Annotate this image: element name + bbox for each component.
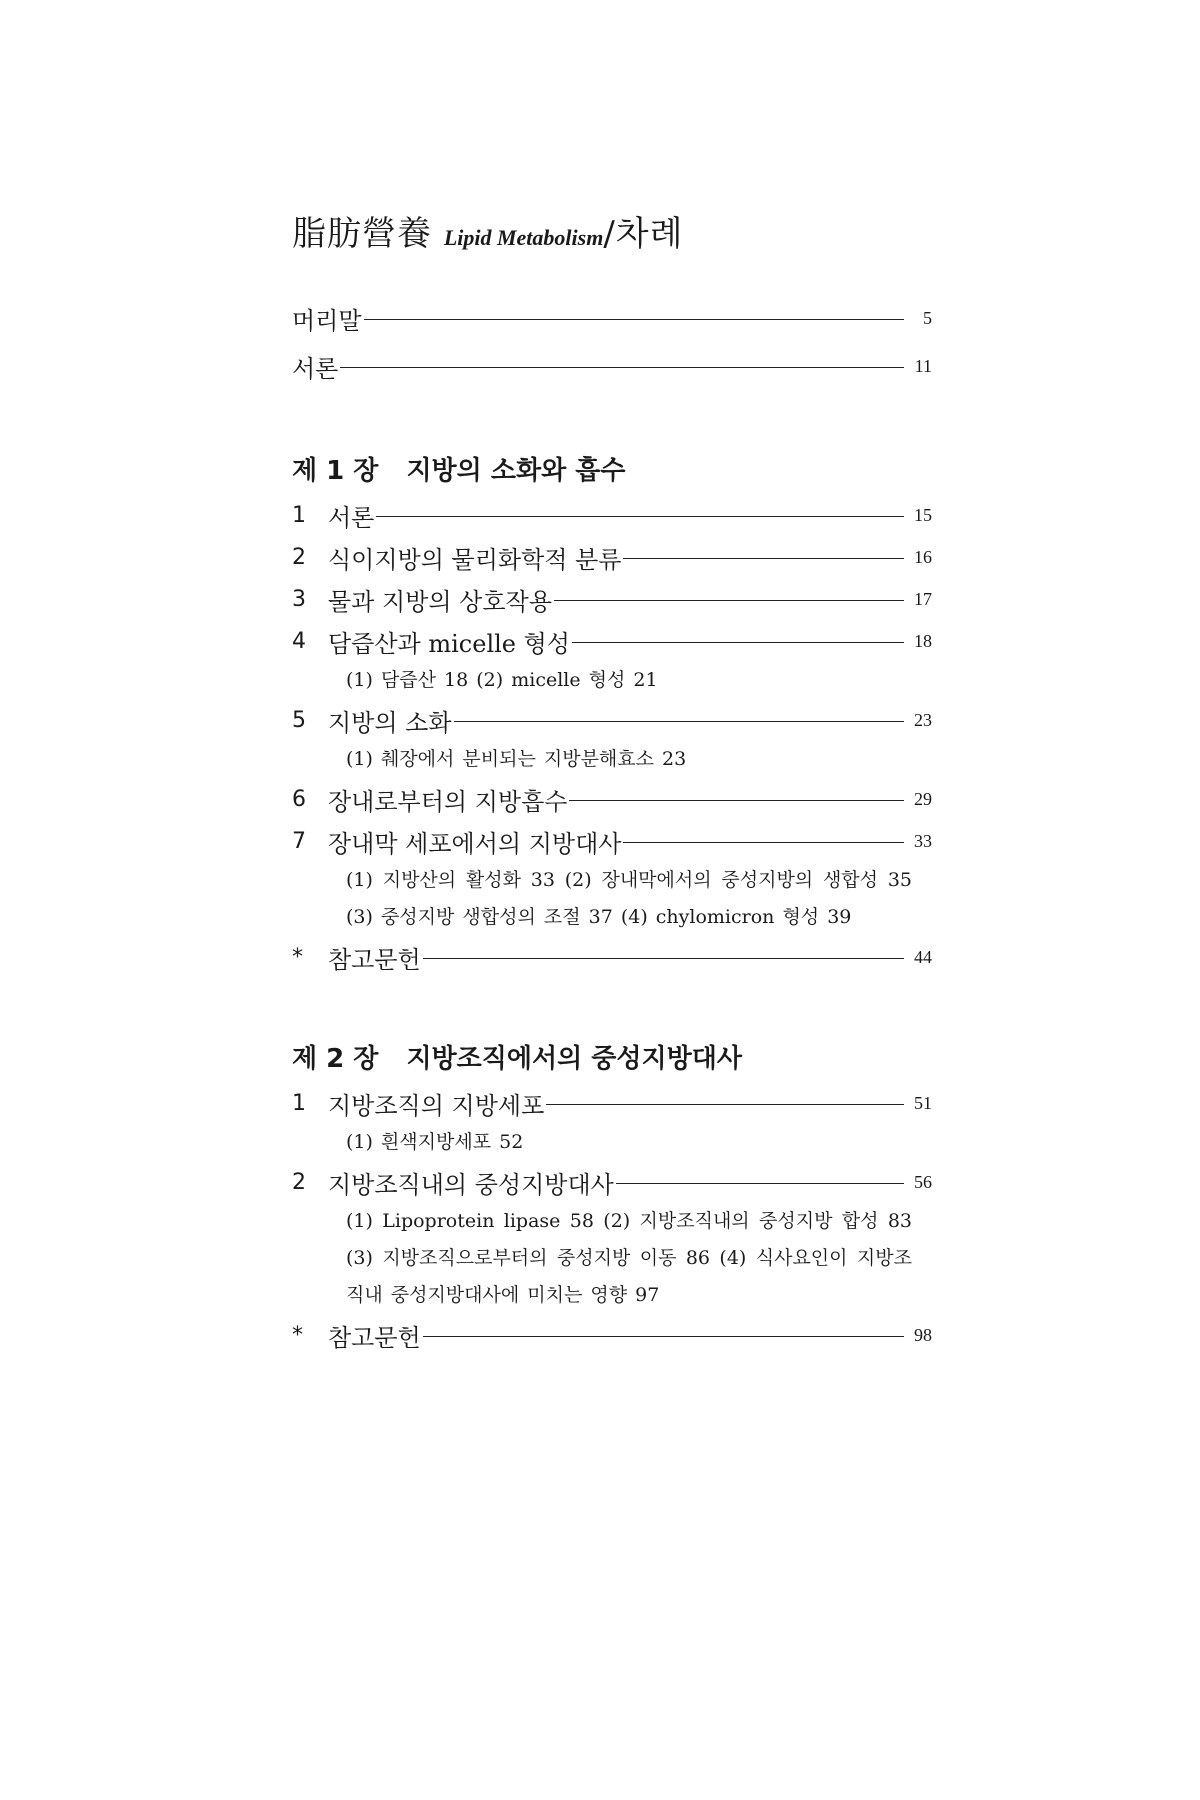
- section-number: 4: [292, 628, 306, 654]
- dot-leader: [364, 319, 904, 320]
- chapter-2: [292, 1030, 932, 1356]
- section-label: 서론: [328, 503, 375, 532]
- dot-leader: [554, 600, 904, 601]
- section-number: 1: [292, 1090, 306, 1116]
- section-page: 44: [914, 946, 932, 967]
- section-page: 15: [914, 504, 932, 525]
- subsection-list: (1) 흰색지방세포 52: [346, 1131, 524, 1153]
- toc-references[interactable]: [292, 1314, 932, 1356]
- dot-leader: [423, 958, 904, 959]
- dot-leader: [423, 1336, 904, 1337]
- chapter-heading[interactable]: [292, 442, 932, 494]
- toc-section[interactable]: [292, 536, 932, 578]
- toc-section[interactable]: [292, 1161, 932, 1203]
- toc-entry-page: 5: [923, 307, 932, 328]
- dot-leader: [572, 642, 904, 643]
- chapter-number: 제 1 장: [292, 455, 379, 486]
- chapter-heading[interactable]: [292, 1030, 932, 1082]
- dot-leader: [623, 558, 904, 559]
- section-page: 33: [914, 830, 932, 851]
- dot-leader: [623, 842, 904, 843]
- section-number: 2: [292, 1169, 306, 1195]
- section-number: 7: [292, 828, 306, 854]
- title-hanja: 脂肪營養: [292, 214, 432, 254]
- section-label: 장내막 세포에서의 지방대사: [328, 829, 622, 858]
- section-page: 29: [914, 788, 932, 809]
- title-separator: /: [603, 214, 616, 254]
- section-label: 식이지방의 물리화학적 분류: [328, 545, 622, 574]
- subsection-list: (1) 담즙산 18 (2) micelle 형성 21: [346, 669, 658, 691]
- chapter-1: [292, 442, 932, 978]
- section-label: 참고문헌: [328, 945, 421, 974]
- toc-section[interactable]: [292, 820, 932, 862]
- dot-leader: [546, 1104, 904, 1105]
- toc-section[interactable]: [292, 778, 932, 820]
- section-number: 1: [292, 502, 306, 528]
- section-page: 23: [914, 709, 932, 730]
- section-label: 지방의 소화: [328, 708, 452, 737]
- subsection-list: (1) Lipoprotein lipase 58 (2) 지방조직내의 중성지방 합성 83 (3) 지방조직으로부터의 중성지방 이동 86 (4) 식사요인이 지방조직내 중성지방대사에 미치는 영향 97: [346, 1210, 912, 1306]
- toc-entry-label: 머리말: [292, 306, 362, 335]
- subsection-list: (1) 췌장에서 분비되는 지방분해효소 23: [346, 748, 687, 770]
- toc-entry-preface[interactable]: [292, 294, 932, 342]
- page-title: [292, 212, 932, 260]
- chapter-title: 지방의 소화와 흡수: [406, 455, 626, 486]
- toc-section[interactable]: [292, 1082, 932, 1124]
- dot-leader: [454, 721, 904, 722]
- toc-section[interactable]: [292, 494, 932, 536]
- section-page: 56: [914, 1171, 932, 1192]
- section-page: 16: [914, 546, 932, 567]
- section-number: 2: [292, 544, 306, 570]
- title-korean: 차례: [615, 214, 684, 254]
- title-english: Lipid Metabolism: [443, 225, 604, 250]
- section-page: 51: [914, 1092, 932, 1113]
- section-label: 물과 지방의 상호작용: [328, 587, 552, 616]
- section-label: 담즙산과 micelle 형성: [328, 629, 570, 658]
- section-label: 지방조직내의 중성지방대사: [328, 1170, 614, 1199]
- section-page: 17: [914, 588, 932, 609]
- chapter-title: 지방조직에서의 중성지방대사: [406, 1043, 742, 1074]
- section-page: 18: [914, 630, 932, 651]
- toc-entry-label: 서론: [292, 354, 339, 383]
- section-label: 지방조직의 지방세포: [328, 1091, 545, 1120]
- toc-section[interactable]: [292, 578, 932, 620]
- section-number: 6: [292, 786, 306, 812]
- chapter-number: 제 2 장: [292, 1043, 379, 1074]
- toc-entry-page: 11: [914, 355, 932, 376]
- toc-references[interactable]: [292, 936, 932, 978]
- dot-leader: [616, 1183, 904, 1184]
- dot-leader: [376, 516, 904, 517]
- table-of-contents: [292, 212, 932, 1356]
- toc-section[interactable]: [292, 620, 932, 662]
- section-label: 장내로부터의 지방흡수: [328, 787, 568, 816]
- section-number: 5: [292, 707, 306, 733]
- dot-leader: [569, 800, 904, 801]
- section-label: 참고문헌: [328, 1323, 421, 1352]
- section-page: 98: [914, 1324, 932, 1345]
- toc-section[interactable]: [292, 699, 932, 741]
- asterisk-icon: *: [292, 1322, 303, 1348]
- subsection-list: (1) 지방산의 활성화 33 (2) 장내막에서의 중성지방의 생합성 35 (3) 중성지방 생합성의 조절 37 (4) chylomicron 형성 39: [346, 869, 912, 928]
- dot-leader: [340, 367, 904, 368]
- front-matter: [292, 294, 932, 390]
- toc-entry-introduction[interactable]: [292, 342, 932, 390]
- asterisk-icon: *: [292, 944, 303, 970]
- section-number: 3: [292, 586, 306, 612]
